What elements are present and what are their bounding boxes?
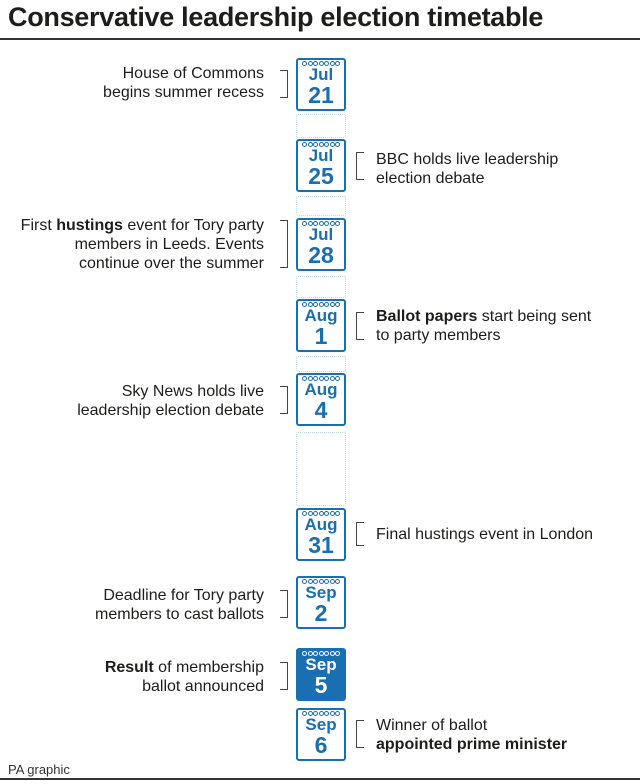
calendar-icon: [296, 373, 346, 426]
calendar-icon: [296, 508, 346, 561]
calendar-icon: [296, 139, 346, 192]
calendar-icon: [296, 576, 346, 629]
event-label: Deadline for Tory party members to cast ballots: [95, 587, 264, 623]
calendar-icon: [296, 299, 346, 352]
event-label: Winner of ballot appointed prime minister: [376, 717, 568, 753]
label-bracket: [356, 522, 364, 546]
label-bracket: [356, 152, 364, 180]
calendar-month: Aug: [304, 515, 338, 534]
credit-text: PA graphic: [8, 762, 70, 777]
calendar-day: 4: [314, 397, 328, 423]
faded-calendar-stack: [296, 114, 346, 138]
event-label: First hustings event for Tory party members in Leeds. Events continue over the summer: [20, 217, 264, 272]
calendar-month: Jul: [308, 225, 334, 244]
calendar-month: Jul: [308, 65, 334, 84]
label-bracket: [356, 720, 364, 748]
calendar-month: Aug: [304, 380, 338, 399]
calendar-day: 2: [314, 600, 328, 626]
calendar-month: Jul: [308, 146, 334, 165]
bottom-divider: [0, 778, 640, 780]
event-label: Ballot papers start being sent to party members: [376, 308, 592, 344]
label-bracket: [280, 220, 288, 268]
event-label: Sky News holds live leadership election debate: [77, 383, 264, 419]
label-bracket: [280, 590, 288, 618]
top-divider: [0, 38, 640, 40]
calendar-day: 6: [314, 732, 328, 758]
calendar-month: Sep: [305, 655, 337, 674]
calendar-icon-highlighted: [296, 648, 346, 701]
faded-calendar-stack: [296, 276, 346, 298]
calendar-day: 31: [308, 532, 334, 558]
calendar-month: Sep: [305, 715, 337, 734]
calendar-month: Sep: [305, 583, 337, 602]
calendar-month: Aug: [304, 306, 338, 325]
calendar-day: 21: [308, 82, 334, 108]
event-label: House of Commons begins summer recess: [103, 65, 264, 101]
event-label: Final hustings event in London: [376, 526, 594, 543]
faded-calendar-stack: [296, 432, 346, 506]
calendar-icon: [296, 218, 346, 271]
label-bracket: [280, 70, 288, 98]
faded-calendar-stack: [296, 356, 346, 372]
faded-calendar-stack: [296, 196, 346, 216]
calendar-day: 25: [308, 163, 334, 189]
label-bracket: [280, 662, 288, 690]
calendar-day: 28: [308, 242, 334, 268]
event-label: Result of membership ballot announced: [104, 659, 264, 695]
event-label: BBC holds live leadership election debate: [376, 151, 559, 187]
calendar-icon: [296, 708, 346, 761]
calendar-day: 1: [314, 323, 328, 349]
label-bracket: [356, 312, 364, 340]
label-bracket: [280, 386, 288, 414]
calendar-day: 5: [314, 672, 328, 698]
page-title: Conservative leadership election timetable: [8, 2, 544, 32]
calendar-icon: [296, 58, 346, 111]
